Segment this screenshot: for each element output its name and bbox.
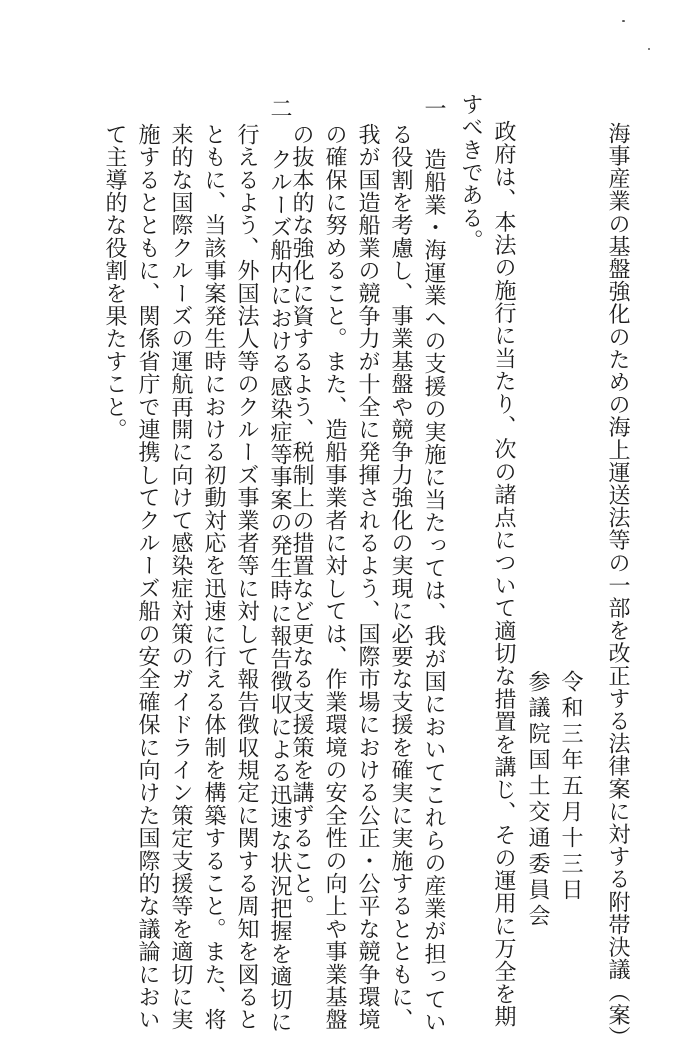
intro-line: すべきである。 xyxy=(458,93,483,252)
item-line: 行えるよう、外国法人等のクルーズ事業者等に対して報告徴収規定に関する周知を図ると xyxy=(234,123,259,1031)
scan-speck xyxy=(648,48,650,50)
resolution-date: 令和三年五月十三日 xyxy=(558,670,583,904)
item-line: クルーズ船内における感染症等事案の発生時に報告徴収による迅速な状況把握を適切に xyxy=(267,148,292,1034)
item-line: の確保に努めること。また、造船事業者に対しては、作業環境の安全性の向上や事業基盤 xyxy=(322,123,347,1031)
document-title: 海事産業の基盤強化のための海上運送法等の一部を改正する法律案に対する附帯決議（案） xyxy=(605,122,630,1049)
item-number: 二 xyxy=(267,97,292,120)
item-number: 一 xyxy=(421,97,446,120)
item-line: て主導的な役割を果たすこと。 xyxy=(102,123,127,441)
item-line: 施するとともに、関係省庁で連携してクルーズ船の安全確保に向けた国際的な議論におい xyxy=(135,123,160,1031)
item-line: る役割を考慮し、事業基盤や競争力強化の実現に必要な支援を確実に実施するとともに、 xyxy=(388,123,413,1031)
item-line: 我が国造船業の競争力が十全に発揮されるよう、国際市場における公正・公平な競争環境 xyxy=(355,123,380,1031)
intro-line: 政府は、本法の施行に当たり、次の諸点について適切な措置を講じ、その運用に万全を期 xyxy=(491,120,516,1028)
committee-name: 参議院国土交通委員会 xyxy=(525,670,550,930)
item-line: の抜本的な強化に資するよう、税制上の措置など更なる支援策を講ずること。 xyxy=(289,123,314,918)
scan-speck xyxy=(622,20,625,22)
item-line: 造船業・海運業への支援の実施に当たっては、我が国においてこれらの産業が担ってい xyxy=(421,148,446,1034)
item-line: ともに、当該事案発生時における初動対応を迅速に行える体制を構築すること。また、将 xyxy=(201,123,226,1031)
item-line: 来的な国際クルーズの運航再開に向けて感染症対策のガイドライン策定支援等を適切に実 xyxy=(168,123,193,1031)
